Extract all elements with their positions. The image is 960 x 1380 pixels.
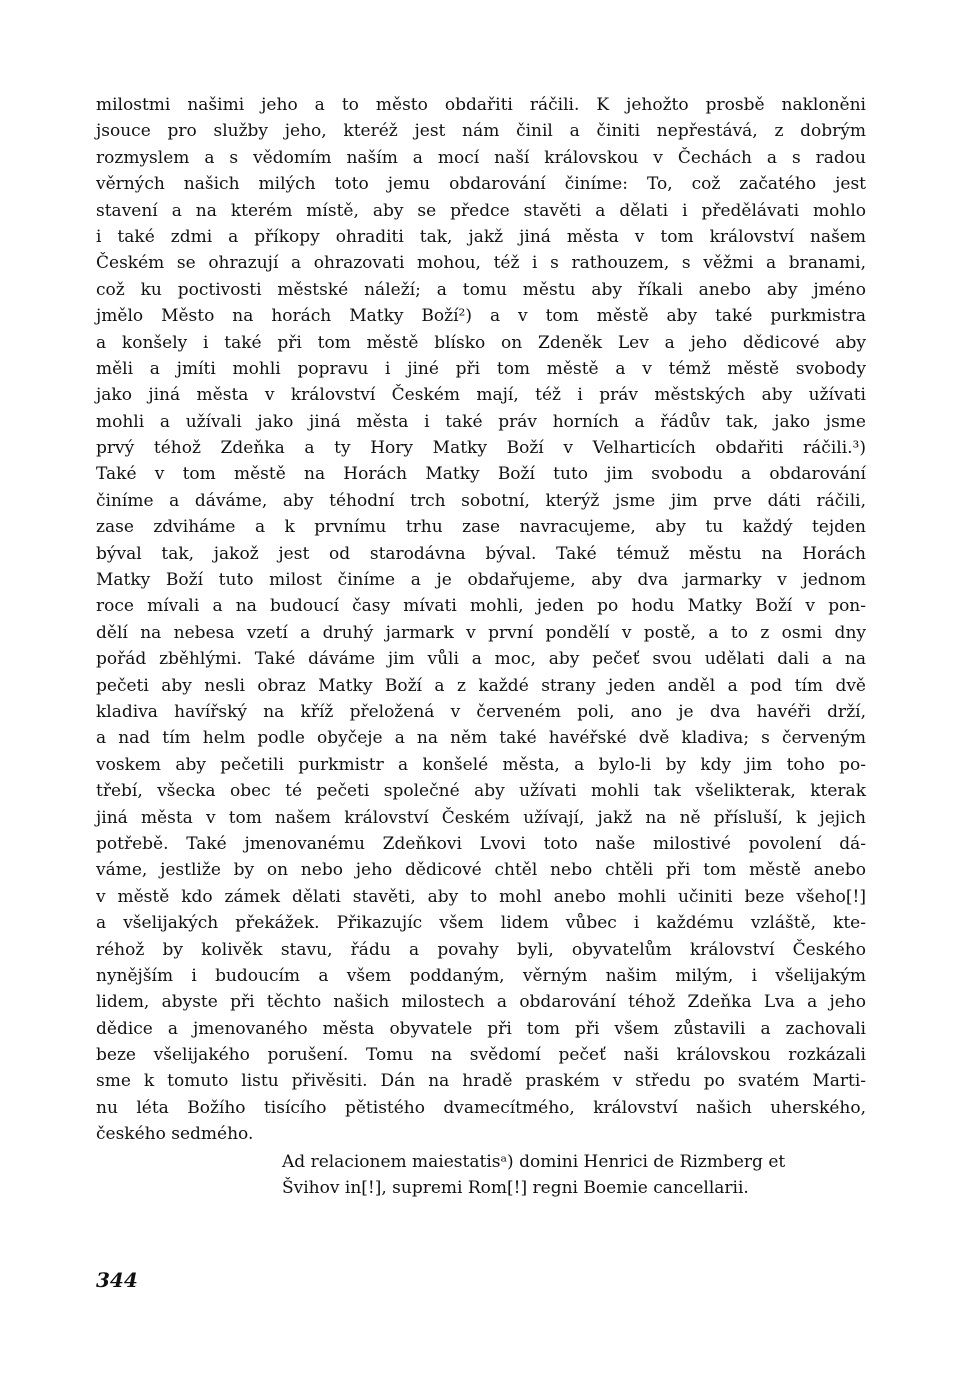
text-line: milostmi našimi jeho a to město obdařiti ráčili. K jehožto prosbě nakloněni: [96, 95, 866, 115]
text-line: pořád zběhlými. Také dáváme jim vůli a moc, aby pečeť svou udělati dali a na: [96, 649, 866, 670]
text-line: jiná města v tom našem království Českém užívají, jakž na ně přísluší, k jejich: [96, 807, 866, 828]
text-line: voskem aby pečetili purkmistr a konšelé města, a bylo-li by kdy jim toho po-: [96, 754, 866, 775]
text-line: prvý téhož Zdeňka a ty Hory Matky Boží v Velharticích obdařiti ráčili.³): [96, 438, 866, 459]
text-line: réhož by kolivěk stavu, řádu a povahy byli, obyvatelům království Českého: [96, 939, 866, 960]
text-line: potřebě. Také jmenovanému Zdeňkovi Lvovi toto naše milostivé povolení dá-: [96, 833, 866, 854]
text-line: pečeti aby nesli obraz Matky Boží a z každé strany jeden anděl a pod tím dvě: [96, 675, 866, 696]
text-line: jmělo Město na horách Matky Boží²) a v tom městě aby také purkmistra: [96, 306, 866, 327]
text-line: jako jiná města v království Českém mají, též i práv městských aby užívati: [96, 385, 866, 406]
chancellery-note-line: Švihov in[!], supremi Rom[!] regni Boemie cancellarii.: [282, 1178, 749, 1199]
body-text: [96, 92, 866, 1148]
text-line: roce mívali a na budoucí časy mívati mohli, jeden po hodu Matky Boží v pon-: [96, 596, 866, 617]
text-line: váme, jestliže by on nebo jeho dědicové chtěl nebo chtěli při tom městě anebo: [96, 860, 866, 881]
text-line: Také v tom městě na Horách Matky Boží tuto jim svobodu a obdarování: [96, 464, 866, 485]
text-line: lidem, abyste při těchto našich milostech a obdarování téhož Zdeňka Lva a jeho: [96, 992, 866, 1013]
page-number: 344: [96, 1268, 138, 1292]
text-line: dědice a jmenovaného města obyvatele při tom při všem zůstavili a zachovali: [96, 1018, 866, 1039]
chancellery-note-line: Ad relacionem maiestatisᵃ) domini Henrici de Rizmberg et: [282, 1151, 786, 1172]
text-line: kladiva havířský na kříž přeložená v červeném poli, ano je dva havéři drží,: [96, 701, 866, 722]
text-line: v městě kdo zámek dělati stavěti, aby to mohl anebo mohli učiniti beze všeho[!]: [96, 886, 866, 907]
text-line: a nad tím helm podle obyčeje a na něm také havéřské dvě kladiva; s červeným: [96, 728, 866, 749]
text-line: českého sedmého.: [96, 1124, 254, 1145]
text-line: sme k tomuto listu přivěsiti. Dán na hradě praském v středu po svatém Marti-: [96, 1071, 866, 1092]
text-line: beze všelijakého porušení. Tomu na svědomí pečeť naši královskou rozkázali: [96, 1045, 866, 1066]
text-line: což ku poctivosti městské náleží; a tomu městu aby říkali anebo aby jméno: [96, 279, 866, 300]
text-line: mohli a užívali jako jiná města i také práv horních a řádův tak, jako jsme: [96, 411, 866, 432]
text-line: dělí na nebesa vzetí a druhý jarmark v první pondělí v postě, a to z osmi dny: [96, 622, 866, 643]
text-line: rozmyslem a s vědomím naším a mocí naší královskou v Čechách a s radou: [96, 147, 866, 168]
document-page: [96, 92, 866, 1201]
text-line: věrných našich milých toto jemu obdarování činíme: To, což začatého jest: [96, 174, 866, 195]
text-line: třebí, všecka obec té pečeti společné aby užívati mohli tak všelikterak, kterak: [96, 781, 866, 802]
chancellery-note: [282, 1149, 866, 1202]
text-line: jsouce pro služby jeho, kteréž jest nám činil a činiti nepřestává, z dobrým: [96, 121, 866, 142]
text-line: Matky Boží tuto milost činíme a je obdařujeme, aby dva jarmarky v jednom: [96, 570, 866, 591]
text-line: měli a jmíti mohli popravu i jiné při tom městě a v témž městě svobody: [96, 358, 866, 379]
text-line: nynějším i budoucím a všem poddaným, věrným našim milým, i všelijakým: [96, 965, 866, 986]
text-line: stavení a na kterém místě, aby se předce stavěti a dělati i předělávati mohlo: [96, 200, 866, 221]
text-line: a konšely i také při tom městě blísko on Zdeněk Lev a jeho dědicové aby: [96, 332, 866, 353]
text-line: zase zdviháme a k prvnímu trhu zase navracujeme, aby tu každý tejden: [96, 517, 866, 538]
text-line: činíme a dáváme, aby téhodní trch sobotní, kterýž jsme jim prve dáti ráčili,: [96, 490, 866, 511]
text-line: a všelijakých překážek. Přikazujíc všem lidem vůbec i každému vzláště, kte-: [96, 913, 866, 934]
text-line: Českém se ohrazují a ohrazovati mohou, též i s rathouzem, s věžmi a branami,: [96, 253, 866, 274]
text-line: býval tak, jakož jest od starodávna býval. Také témuž městu na Horách: [96, 543, 866, 564]
text-line: i také zdmi a příkopy ohraditi tak, jakž jiná města v tom království našem: [96, 226, 866, 247]
text-line: nu léta Božího tisícího pětistého dvamecítmého, království našich uherského,: [96, 1097, 866, 1118]
